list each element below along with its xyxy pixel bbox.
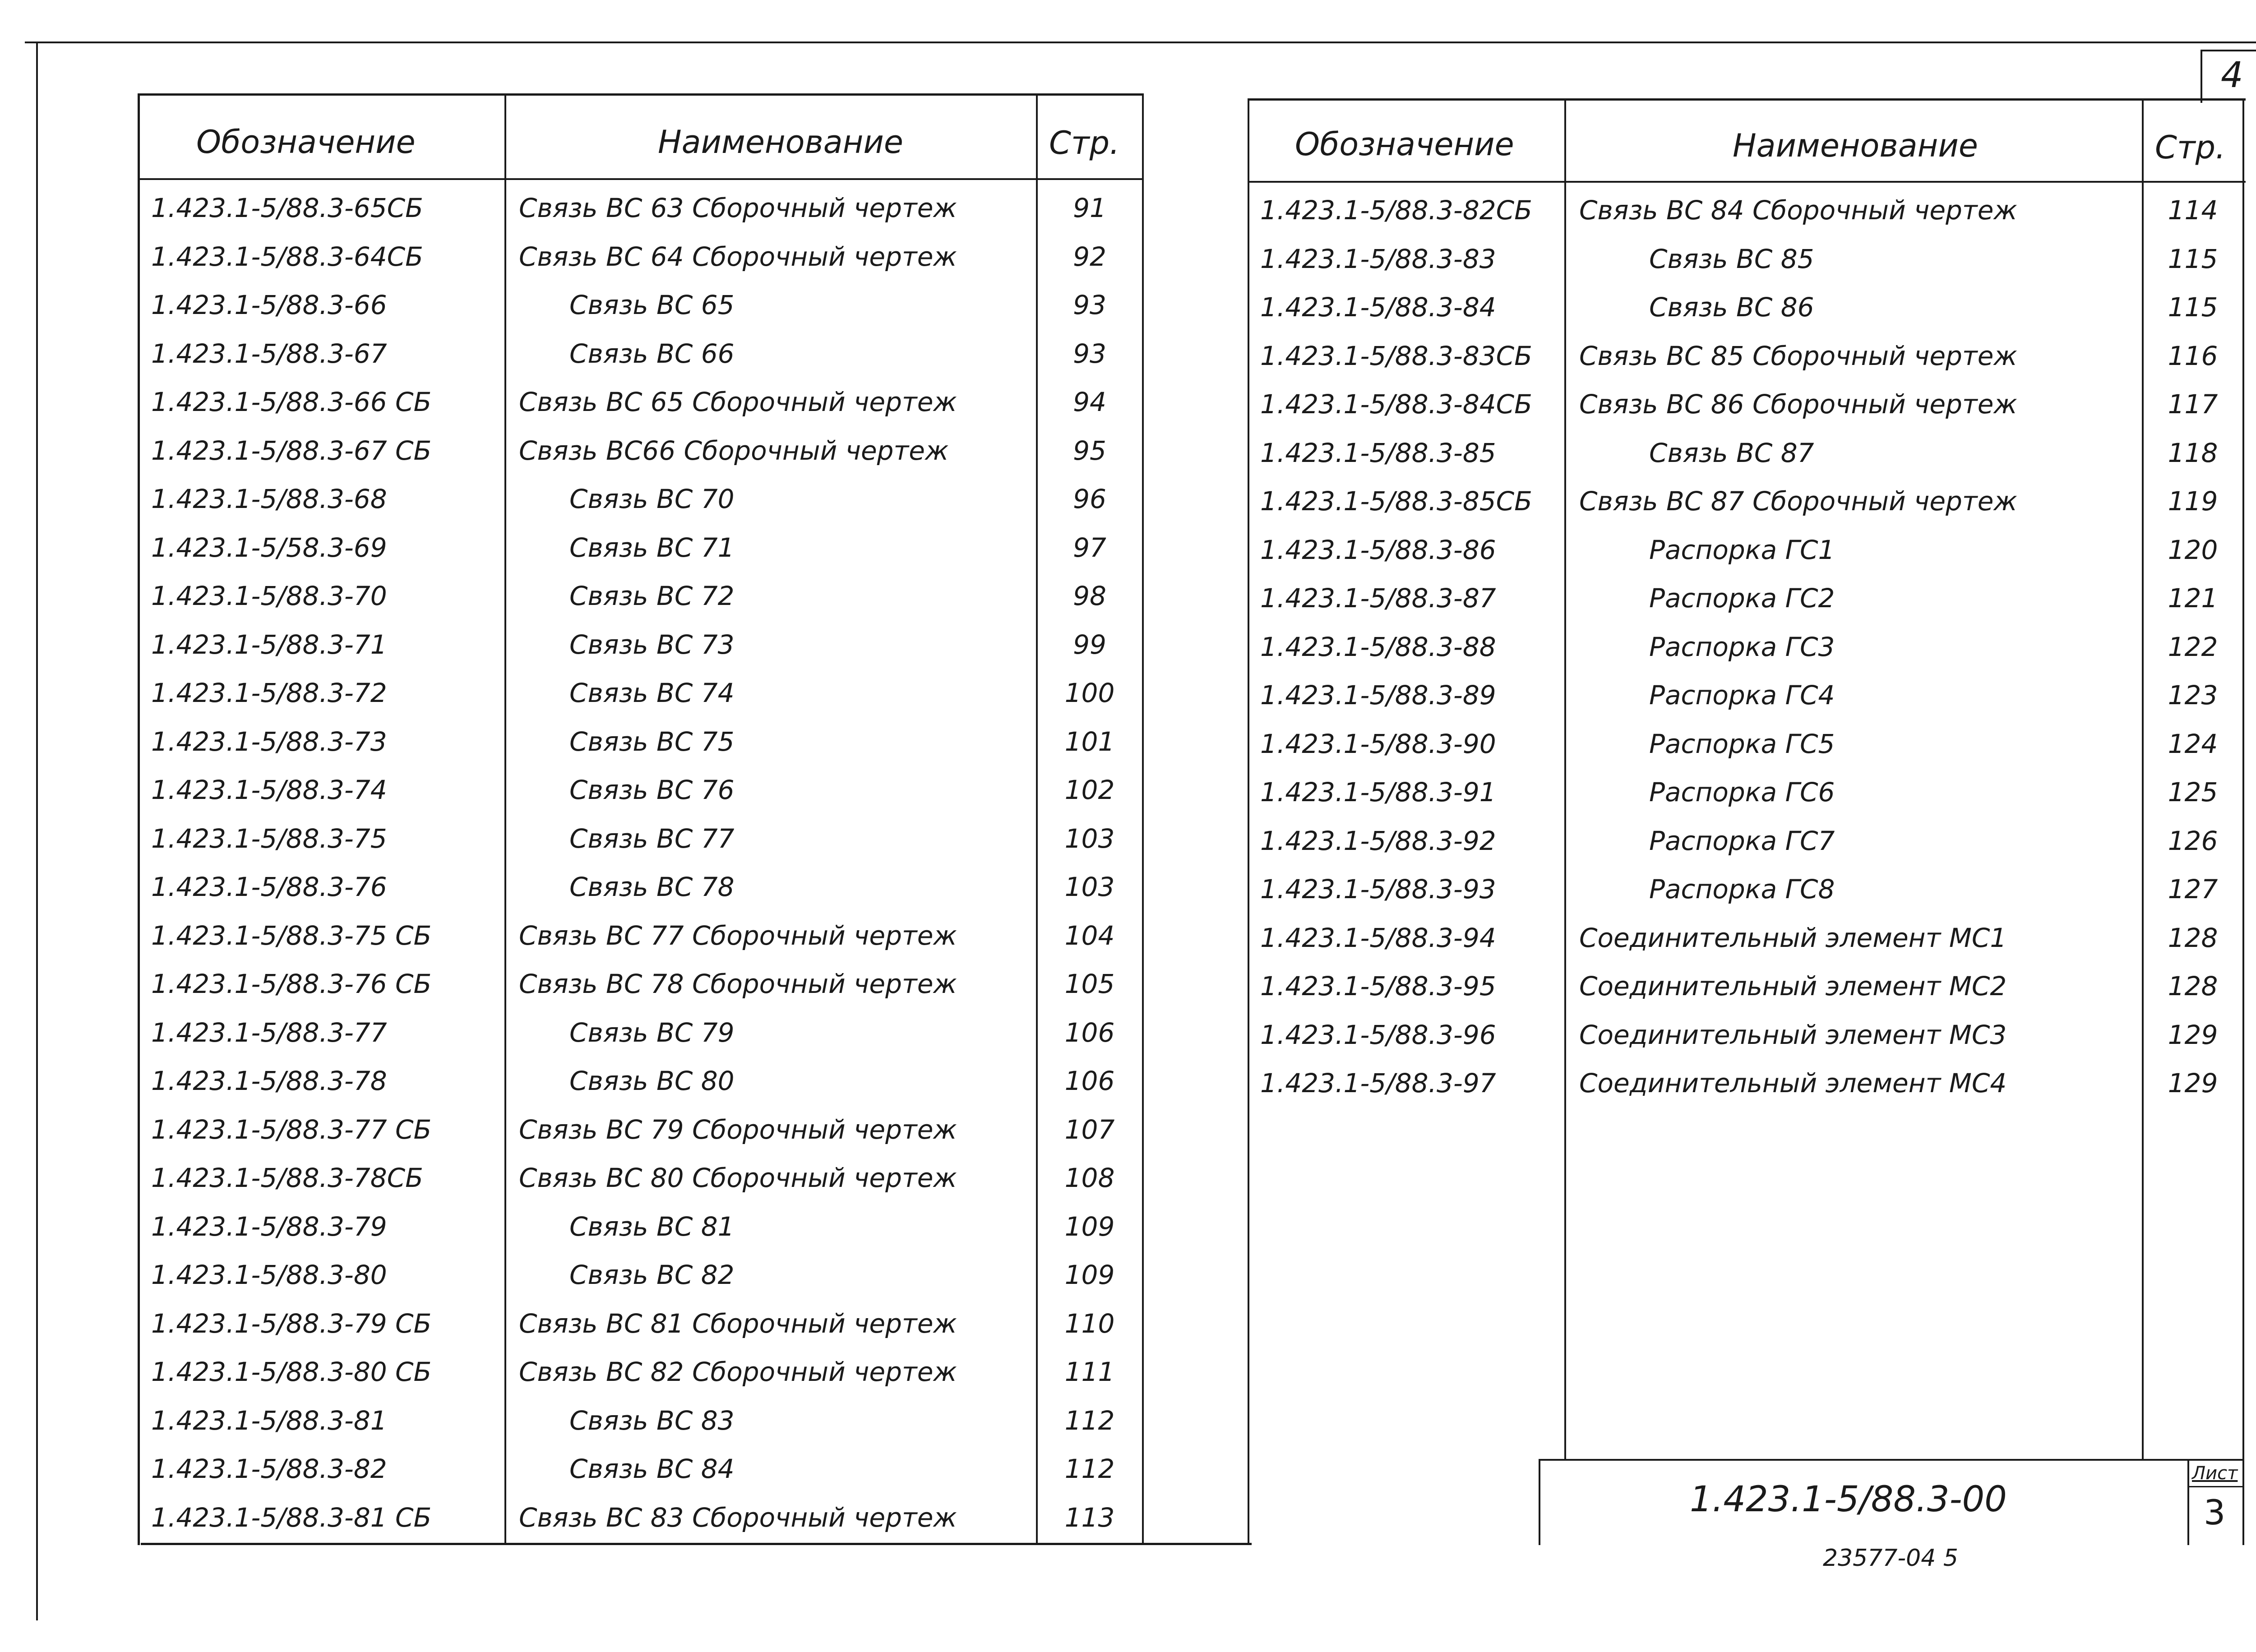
corner-box-left — [2201, 50, 2202, 103]
left-header-name: Наименование — [658, 124, 903, 161]
name-cell: Связь ВС 87 — [1649, 437, 1814, 468]
designation-cell: 1.423.1-5/88.3-84СБ — [1260, 389, 1532, 420]
page-cell: 92 — [1073, 241, 1106, 272]
page-cell: 98 — [1073, 581, 1106, 611]
page-cell: 93 — [1073, 290, 1106, 320]
designation-cell: 1.423.1-5/88.3-71 — [151, 629, 387, 660]
archive-number: 23577-04 5 — [1823, 1545, 1958, 1572]
name-cell: Связь ВС 82 — [569, 1260, 735, 1290]
designation-cell: 1.423.1-5/88.3-66 — [151, 290, 387, 320]
name-cell: Связь ВС 66 — [569, 338, 735, 369]
page-cell: 108 — [1064, 1163, 1115, 1193]
page-cell: 103 — [1064, 872, 1115, 902]
designation-cell: 1.423.1-5/88.3-65СБ — [151, 193, 423, 223]
left-col-1 — [138, 93, 140, 1545]
designation-cell: 1.423.1-5/88.3-88 — [1260, 631, 1496, 662]
page-cell: 93 — [1073, 338, 1106, 369]
name-cell: Распорка ГС5 — [1649, 728, 1835, 759]
designation-cell: 1.423.1-5/88.3-82СБ — [1260, 195, 1532, 226]
designation-cell: 1.423.1-5/88.3-79 — [151, 1211, 387, 1242]
sheet-label: Лист — [2192, 1463, 2238, 1484]
right-header-page: Стр. — [2155, 129, 2226, 166]
name-cell: Связь ВС 78 Сборочный чертеж — [519, 969, 957, 999]
page-cell: 121 — [2168, 583, 2218, 614]
designation-cell: 1.423.1-5/88.3-75 СБ — [151, 920, 432, 951]
designation-cell: 1.423.1-5/88.3-83СБ — [1260, 340, 1532, 371]
page-cell: 91 — [1073, 193, 1106, 223]
gap-col — [1248, 98, 1249, 1545]
designation-cell: 1.423.1-5/88.3-77 — [151, 1017, 387, 1048]
name-cell: Распорка ГС1 — [1649, 534, 1835, 565]
designation-cell: 1.423.1-5/88.3-81 СБ — [151, 1502, 432, 1533]
page-cell: 105 — [1064, 969, 1115, 999]
designation-cell: 1.423.1-5/88.3-68 — [151, 484, 387, 514]
designation-cell: 1.423.1-5/88.3-78 — [151, 1066, 387, 1096]
designation-cell: 1.423.1-5/88.3-85 — [1260, 437, 1496, 468]
name-cell: Связь ВС 82 Сборочный чертеж — [519, 1357, 957, 1387]
page-cell: 94 — [1073, 387, 1106, 417]
designation-cell: 1.423.1-5/88.3-76 СБ — [151, 969, 432, 999]
designation-cell: 1.423.1-5/88.3-77 СБ — [151, 1114, 432, 1145]
right-table-top — [1248, 98, 2246, 101]
name-cell: Распорка ГС4 — [1649, 680, 1835, 711]
designation-cell: 1.423.1-5/88.3-70 — [151, 581, 387, 611]
name-cell: Связь ВС 84 Сборочный чертеж — [1579, 195, 2017, 226]
name-cell: Связь ВС 76 — [569, 775, 735, 805]
left-col-2 — [504, 93, 506, 1545]
title-block-left — [1539, 1459, 1540, 1545]
name-cell: Связь ВС 81 Сборочный чертеж — [519, 1308, 957, 1339]
page-cell: 106 — [1064, 1017, 1115, 1048]
sheet-number: 3 — [2204, 1492, 2226, 1532]
designation-cell: 1.423.1-5/88.3-86 — [1260, 534, 1496, 565]
page-cell: 128 — [2168, 922, 2218, 953]
sheet-left-border — [36, 42, 38, 1620]
designation-cell: 1.423.1-5/88.3-85СБ — [1260, 486, 1532, 517]
designation-cell: 1.423.1-5/88.3-80 СБ — [151, 1357, 432, 1387]
name-cell: Связь ВС 80 — [569, 1066, 735, 1096]
right-header-designation: Обозначение — [1295, 126, 1514, 163]
name-cell: Связь ВС 79 Сборочный чертеж — [519, 1114, 957, 1145]
page-cell: 117 — [2168, 389, 2218, 420]
designation-cell: 1.423.1-5/88.3-87 — [1260, 583, 1496, 614]
name-cell: Распорка ГС6 — [1649, 777, 1835, 808]
page-cell: 125 — [2168, 777, 2218, 808]
name-cell: Распорка ГС8 — [1649, 874, 1835, 904]
name-cell: Связь ВС 75 — [569, 726, 735, 757]
designation-cell: 1.423.1-5/88.3-73 — [151, 726, 387, 757]
right-table-header-sep — [1248, 181, 2246, 183]
name-cell: Связь ВС 73 — [569, 629, 735, 660]
name-cell: Связь ВС66 Сборочный чертеж — [519, 435, 949, 466]
name-cell: Связь ВС 80 Сборочный чертеж — [519, 1163, 957, 1193]
page-cell: 102 — [1064, 775, 1115, 805]
page-cell: 101 — [1064, 726, 1115, 757]
title-block-top — [1539, 1459, 2244, 1461]
corner-sheet-number: 4 — [2221, 55, 2243, 96]
left-header-page: Стр. — [1049, 125, 1120, 162]
page-cell: 103 — [1064, 823, 1115, 854]
name-cell: Связь ВС 64 Сборочный чертеж — [519, 241, 957, 272]
designation-cell: 1.423.1-5/88.3-89 — [1260, 680, 1496, 711]
page-cell: 112 — [1064, 1454, 1115, 1484]
right-header-name: Наименование — [1733, 127, 1978, 164]
designation-cell: 1.423.1-5/88.3-83 — [1260, 243, 1496, 274]
designation-cell: 1.423.1-5/88.3-72 — [151, 678, 387, 708]
name-cell: Распорка ГС2 — [1649, 583, 1835, 614]
page-cell: 95 — [1073, 435, 1106, 466]
designation-cell: 1.423.1-5/88.3-84 — [1260, 292, 1496, 323]
page-cell: 128 — [2168, 971, 2218, 1001]
sheet-top-border — [25, 42, 2256, 43]
corner-box-top — [2201, 50, 2256, 51]
left-table-header-sep — [138, 178, 1144, 180]
page-cell: 120 — [2168, 534, 2218, 565]
name-cell: Распорка ГС7 — [1649, 825, 1835, 856]
designation-cell: 1.423.1-5/88.3-79 СБ — [151, 1308, 432, 1339]
name-cell: Связь ВС 79 — [569, 1017, 735, 1048]
title-block-sheet-label-sep — [2187, 1486, 2244, 1487]
page-cell: 115 — [2168, 292, 2218, 323]
name-cell: Связь ВС 74 — [569, 678, 735, 708]
name-cell: Связь ВС 77 — [569, 823, 735, 854]
page-cell: 106 — [1064, 1066, 1115, 1096]
page-cell: 123 — [2168, 680, 2218, 711]
page-cell: 100 — [1064, 678, 1115, 708]
page-cell: 119 — [2168, 486, 2218, 517]
name-cell: Соединительный элемент МС3 — [1579, 1019, 2007, 1050]
page-cell: 109 — [1064, 1211, 1115, 1242]
name-cell: Соединительный элемент МС1 — [1579, 922, 2007, 953]
page-cell: 115 — [2168, 243, 2218, 274]
name-cell: Связь ВС 81 — [569, 1211, 735, 1242]
page-cell: 111 — [1064, 1357, 1115, 1387]
right-col-2 — [1564, 98, 1566, 1461]
name-cell: Связь ВС 85 — [1649, 243, 1814, 274]
designation-cell: 1.423.1-5/58.3-69 — [151, 532, 387, 563]
left-table-top — [138, 93, 1144, 96]
page-cell: 129 — [2168, 1019, 2218, 1050]
designation-cell: 1.423.1-5/88.3-95 — [1260, 971, 1496, 1001]
name-cell: Связь ВС 84 — [569, 1454, 735, 1484]
name-cell: Связь ВС 65 Сборочный чертеж — [519, 387, 957, 417]
designation-cell: 1.423.1-5/88.3-78СБ — [151, 1163, 423, 1193]
name-cell: Связь ВС 78 — [569, 872, 735, 902]
left-header-designation: Обозначение — [196, 124, 416, 161]
title-block-sheet-sep — [2187, 1459, 2189, 1545]
page-cell: 129 — [2168, 1068, 2218, 1098]
name-cell: Связь ВС 71 — [569, 532, 735, 563]
page-cell: 107 — [1064, 1114, 1115, 1145]
page-cell: 114 — [2168, 195, 2218, 226]
page-cell: 112 — [1064, 1405, 1115, 1436]
right-col-4 — [2242, 98, 2244, 1545]
designation-cell: 1.423.1-5/88.3-74 — [151, 775, 387, 805]
designation-cell: 1.423.1-5/88.3-75 — [151, 823, 387, 854]
name-cell: Связь ВС 86 — [1649, 292, 1814, 323]
page-cell: 118 — [2168, 437, 2218, 468]
name-cell: Связь ВС 63 Сборочный чертеж — [519, 193, 957, 223]
designation-cell: 1.423.1-5/88.3-67 СБ — [151, 435, 432, 466]
left-table-bottom — [141, 1543, 1252, 1545]
designation-cell: 1.423.1-5/88.3-67 — [151, 338, 387, 369]
page-cell: 127 — [2168, 874, 2218, 904]
designation-cell: 1.423.1-5/88.3-76 — [151, 872, 387, 902]
designation-cell: 1.423.1-5/88.3-94 — [1260, 922, 1496, 953]
designation-cell: 1.423.1-5/88.3-96 — [1260, 1019, 1496, 1050]
designation-cell: 1.423.1-5/88.3-92 — [1260, 825, 1496, 856]
page-cell: 96 — [1073, 484, 1106, 514]
page-cell: 122 — [2168, 631, 2218, 662]
page-cell: 110 — [1064, 1308, 1115, 1339]
designation-cell: 1.423.1-5/88.3-97 — [1260, 1068, 1496, 1098]
name-cell: Связь ВС 86 Сборочный чертеж — [1579, 389, 2017, 420]
name-cell: Соединительный элемент МС4 — [1579, 1068, 2007, 1098]
designation-cell: 1.423.1-5/88.3-66 СБ — [151, 387, 432, 417]
name-cell: Связь ВС 83 Сборочный чертеж — [519, 1502, 957, 1533]
designation-cell: 1.423.1-5/88.3-64СБ — [151, 241, 423, 272]
name-cell: Связь ВС 85 Сборочный чертеж — [1579, 340, 2017, 371]
left-col-4 — [1142, 93, 1144, 1545]
page-cell: 116 — [2168, 340, 2218, 371]
designation-cell: 1.423.1-5/88.3-90 — [1260, 728, 1496, 759]
page-cell: 109 — [1064, 1260, 1115, 1290]
document-code: 1.423.1-5/88.3-00 — [1690, 1479, 2007, 1520]
name-cell: Связь ВС 65 — [569, 290, 735, 320]
page-cell: 97 — [1073, 532, 1106, 563]
page-cell: 113 — [1064, 1502, 1115, 1533]
designation-cell: 1.423.1-5/88.3-93 — [1260, 874, 1496, 904]
designation-cell: 1.423.1-5/88.3-81 — [151, 1405, 387, 1436]
name-cell: Связь ВС 70 — [569, 484, 735, 514]
name-cell: Распорка ГС3 — [1649, 631, 1835, 662]
name-cell: Соединительный элемент МС2 — [1579, 971, 2007, 1001]
name-cell: Связь ВС 83 — [569, 1405, 735, 1436]
page-cell: 104 — [1064, 920, 1115, 951]
designation-cell: 1.423.1-5/88.3-80 — [151, 1260, 387, 1290]
name-cell: Связь ВС 77 Сборочный чертеж — [519, 920, 957, 951]
designation-cell: 1.423.1-5/88.3-91 — [1260, 777, 1496, 808]
page-cell: 99 — [1073, 629, 1106, 660]
page-cell: 124 — [2168, 728, 2218, 759]
page-cell: 126 — [2168, 825, 2218, 856]
name-cell: Связь ВС 72 — [569, 581, 735, 611]
designation-cell: 1.423.1-5/88.3-82 — [151, 1454, 387, 1484]
name-cell: Связь ВС 87 Сборочный чертеж — [1579, 486, 2017, 517]
